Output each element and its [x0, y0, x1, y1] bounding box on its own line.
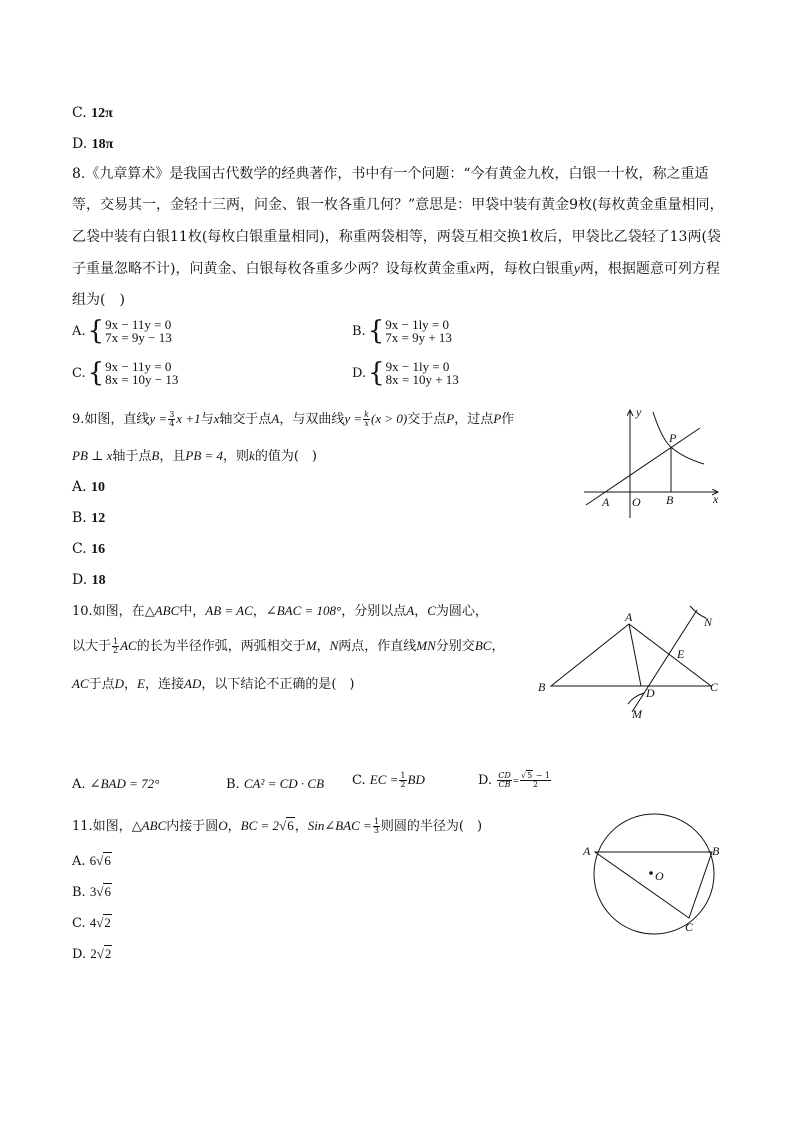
- equation: 7x = 9y + 13: [385, 330, 452, 345]
- fraction: [399, 772, 406, 789]
- math: BC = 2: [240, 818, 280, 833]
- math: △ABC: [144, 603, 180, 618]
- text: 以大于: [72, 639, 112, 654]
- option-letter: A.: [72, 479, 87, 495]
- circle-o: [594, 814, 714, 934]
- radicand: 5: [527, 771, 533, 780]
- math: y =: [344, 411, 363, 426]
- point-e: E: [137, 676, 145, 691]
- q10-line-2: [72, 638, 504, 655]
- var-y: y: [573, 262, 580, 277]
- text: 10.如图，在: [72, 604, 145, 619]
- point-o: O: [218, 818, 228, 833]
- denominator: 2: [533, 780, 539, 789]
- equation: 8x = 10y − 13: [105, 372, 179, 387]
- radicand: 6: [287, 818, 294, 833]
- q8-option-b: [352, 318, 452, 344]
- text: ，: [252, 604, 266, 619]
- var-x: x: [469, 262, 476, 277]
- q10-option-d: [478, 772, 552, 789]
- var-x: x: [213, 411, 220, 426]
- denominator: CB: [498, 780, 511, 789]
- text: 作: [501, 412, 515, 427]
- text: 交于点: [407, 412, 447, 427]
- option-letter: B.: [226, 777, 240, 792]
- denominator: x: [364, 419, 369, 428]
- math: ∠BAC = 108°: [265, 603, 342, 618]
- q8-line-5: 组为( ): [72, 292, 125, 308]
- text: 为圆心，: [435, 604, 488, 619]
- numerator: 1: [113, 637, 119, 646]
- text: 与: [200, 412, 214, 427]
- text: ，且: [159, 449, 186, 464]
- q7-option-c: [72, 106, 113, 121]
- math: PB ⊥ x: [72, 448, 113, 463]
- fraction: [112, 638, 119, 655]
- text: 子重量忽略不计)，问黄金、白银每枚各重多少两？设每枚黄金重: [72, 261, 470, 277]
- q9-line-1: [72, 411, 514, 428]
- text: 两，每枚白银重: [475, 261, 574, 277]
- equation: 9x − 1ly = 0: [385, 317, 450, 332]
- text: ，: [316, 639, 330, 654]
- label-x: x: [713, 492, 719, 506]
- brace-icon: {: [87, 316, 105, 346]
- option-letter: D.: [72, 572, 88, 588]
- math: AB = AC: [205, 603, 253, 618]
- brace-icon: {: [367, 316, 385, 346]
- radicand: 6: [104, 853, 111, 868]
- q10-line-1: [72, 604, 488, 618]
- option-letter: B.: [72, 885, 86, 900]
- coefficient: 3: [89, 884, 97, 899]
- q10-option-b: [226, 777, 324, 791]
- option-letter: A.: [72, 854, 86, 869]
- coefficient: 6: [89, 853, 97, 868]
- line-graph: [586, 428, 700, 505]
- option-value: 10: [91, 480, 106, 495]
- label-m: M: [632, 707, 642, 721]
- label-b: B: [712, 844, 720, 858]
- label-b: B: [538, 680, 546, 694]
- text: ，: [294, 819, 308, 834]
- math: x +1: [176, 411, 201, 426]
- q8-line-4: [72, 262, 720, 277]
- q8-line-1: 8.《九章算术》是我国古代数学的经典著作，书中有一个问题：“今有黄金九枚，白银一十枚，称之重适: [72, 166, 709, 182]
- q11-option-c: C. 4√2: [72, 915, 111, 931]
- option-letter: C.: [72, 365, 86, 381]
- triangle-abc: [595, 852, 712, 918]
- segment-ad: [629, 624, 641, 686]
- denominator: 4: [169, 419, 175, 428]
- option-letter: C.: [72, 541, 87, 557]
- option-value: CA² = CD · CB: [243, 776, 325, 791]
- text: 于点: [88, 677, 115, 692]
- numerator: k: [364, 410, 370, 419]
- text: ，则: [223, 449, 250, 464]
- q10-figure: [532, 600, 732, 725]
- point-d: D: [114, 676, 125, 691]
- equation: 9x − 11y = 0: [105, 317, 172, 332]
- label-o: O: [655, 869, 664, 883]
- text: ，: [227, 819, 241, 834]
- q8-option-c: [72, 360, 178, 386]
- text: ，分别以点: [341, 604, 407, 619]
- option-letter: B.: [352, 323, 366, 339]
- math: BD: [407, 772, 425, 787]
- label-p: P: [669, 431, 677, 445]
- option-value: 12: [91, 511, 106, 526]
- label-n: N: [704, 615, 713, 629]
- denominator: 3: [373, 826, 379, 835]
- math: EC =: [369, 772, 399, 787]
- point-p: P: [446, 411, 455, 426]
- point-n: N: [329, 638, 339, 653]
- label-b: B: [666, 493, 674, 507]
- text: ，: [414, 604, 428, 619]
- fraction: [363, 411, 370, 428]
- q11-line-1: 11.如图，△ABC内接于圆O，BC = 2√6，Sin∠BAC = $\frac{1}{3}$ 则圆的半径为( ): [72, 817, 483, 835]
- math: MN: [416, 638, 436, 653]
- brace-icon: {: [87, 358, 105, 388]
- option-value: 18: [91, 573, 106, 588]
- text: 中，: [179, 604, 206, 619]
- math: − 1: [533, 771, 551, 780]
- math: y =: [149, 411, 168, 426]
- text: 11.如图，: [72, 819, 132, 834]
- math: BC: [474, 638, 492, 653]
- coefficient: 4: [89, 915, 97, 930]
- q8-line-2: 等，交易其一，金轻十三两，问金、银一枚各重几何？”意思是：甲袋中装有黄金9枚(每枚黄金重量相同，: [72, 197, 724, 213]
- equation: 8x = 10y + 13: [385, 372, 459, 387]
- radicand: 2: [104, 946, 112, 961]
- label-c: C: [710, 680, 719, 694]
- point-c: C: [427, 603, 436, 618]
- q10-option-c: [352, 772, 425, 789]
- point-m: M: [305, 638, 317, 653]
- text: 9.如图，直线: [72, 412, 150, 427]
- option-letter: C.: [72, 105, 87, 121]
- numerator: 1: [373, 817, 379, 826]
- math: =: [512, 775, 519, 787]
- text: 两点，作直线: [338, 639, 417, 654]
- text: ，过点: [454, 412, 494, 427]
- q7-option-d: [72, 137, 113, 152]
- point-b: B: [151, 448, 160, 463]
- text: 轴于点: [112, 449, 152, 464]
- point-a: A: [406, 603, 415, 618]
- text: 则圆的半径为( ): [380, 819, 483, 834]
- label-a: A: [602, 495, 610, 509]
- math: △ABC: [131, 818, 167, 833]
- option-letter: A.: [72, 777, 86, 792]
- q9-figure: [580, 400, 730, 520]
- q9-option-a: [72, 480, 105, 495]
- option-letter: C.: [352, 773, 366, 788]
- option-letter: B.: [72, 510, 87, 526]
- math: AD: [184, 676, 202, 691]
- q9-option-c: [72, 542, 105, 557]
- radicand: 2: [104, 915, 111, 930]
- q11-option-a: A. 6√6: [72, 853, 111, 869]
- option-value: 18π: [91, 137, 114, 152]
- fraction: [373, 818, 380, 835]
- q10-option-a: [72, 777, 159, 791]
- q9-option-b: [72, 511, 105, 526]
- equation: 9x − 1ly = 0: [385, 359, 450, 374]
- math: PB = 4: [185, 448, 224, 463]
- math: AC: [72, 676, 89, 691]
- fraction: [497, 772, 512, 789]
- numerator: 3: [169, 410, 175, 419]
- label-e: E: [677, 647, 685, 661]
- q9-line-2: [72, 449, 317, 463]
- q11-option-b: B. 3√6: [72, 884, 111, 900]
- q11-option-d: D. 2√2: [72, 946, 112, 962]
- option-letter: D.: [72, 947, 87, 962]
- text: ，: [491, 639, 505, 654]
- label-o: O: [632, 495, 641, 509]
- radicand: 6: [104, 884, 111, 899]
- q8-line-3: 乙袋中装有白银11枚(每枚白银重量相同)，称重两袋相等，两袋互相交换1枚后，甲袋比乙袋轻了13两(袋: [72, 229, 721, 245]
- denominator: 2: [400, 780, 406, 789]
- line-mn: [632, 610, 697, 712]
- option-letter: A.: [72, 323, 86, 339]
- equation: 9x − 11y = 0: [105, 359, 172, 374]
- q8-option-d: [352, 360, 459, 386]
- label-d: D: [646, 686, 655, 700]
- text: 两，根据题意可列方程: [579, 261, 720, 277]
- text: ，以下结论不正确的是( ): [201, 677, 355, 692]
- option-letter: D.: [478, 773, 493, 788]
- center-dot: [649, 871, 653, 875]
- point-a: A: [271, 411, 280, 426]
- text: ，与双曲线: [279, 412, 345, 427]
- option-letter: C.: [72, 916, 86, 931]
- text: 轴交于点: [219, 412, 272, 427]
- option-letter: D.: [352, 365, 367, 381]
- text: 内接于圆: [166, 819, 219, 834]
- label-y: y: [636, 405, 642, 419]
- label-a: A: [625, 610, 633, 624]
- q9-option-d: [72, 573, 106, 588]
- text: ，连接: [145, 677, 185, 692]
- q8-option-a: [72, 318, 172, 344]
- denominator: 2: [113, 646, 119, 655]
- arc-m: [628, 693, 644, 704]
- var-k: k: [249, 448, 255, 463]
- coefficient: 2: [90, 946, 97, 961]
- text: 的值为( ): [254, 449, 317, 464]
- label-c: C: [685, 920, 694, 934]
- option-value: ∠BAD = 72°: [89, 776, 160, 791]
- option-value: 16: [91, 542, 106, 557]
- math: AC: [120, 638, 137, 653]
- numerator: CD: [498, 771, 511, 780]
- q11-figure: [578, 810, 728, 940]
- equation: 7x = 9y − 13: [105, 330, 172, 345]
- math: Sin∠BAC =: [307, 818, 372, 833]
- text: 分别交: [435, 639, 475, 654]
- hyperbola-curve: [653, 412, 704, 464]
- fraction: $\frac{√5 - 1}{2}$: [521, 771, 551, 789]
- math: (x > 0): [371, 411, 408, 426]
- text: ，: [124, 677, 138, 692]
- fraction: [168, 411, 175, 428]
- brace-icon: {: [368, 358, 385, 388]
- option-letter: D.: [72, 136, 88, 152]
- option-value: 12π: [91, 106, 113, 121]
- numerator: 1: [400, 771, 406, 780]
- text: 的长为半径作弧，两弧相交于: [136, 639, 306, 654]
- q10-line-3: [72, 677, 355, 691]
- point-p: P: [493, 411, 502, 426]
- label-a: A: [583, 844, 591, 858]
